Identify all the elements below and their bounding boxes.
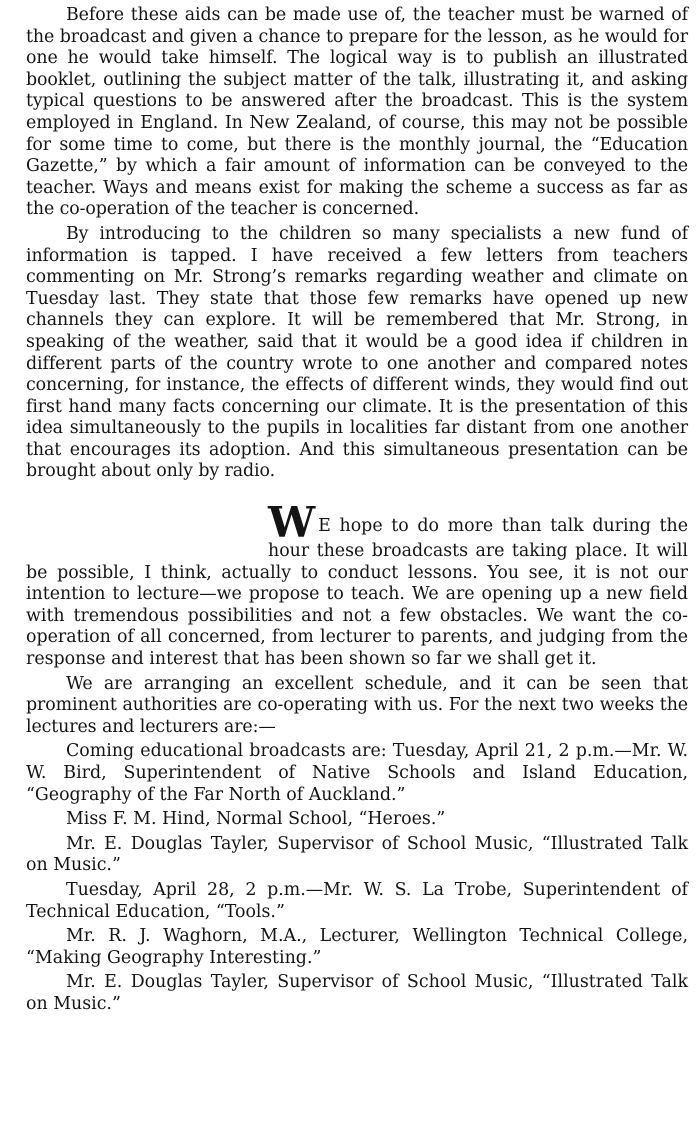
- schedule-item: Coming educational broadcasts are: Tuesday, April 21, 2 p.m.—Mr. W. W. Bird, Superintendent of Native Schools and Island Education, “Geography of the Far North of Auckland.”: [26, 741, 688, 805]
- paragraph-conduct-lessons-text: E hope to do more than talk during the hour these broadcasts are taking place. It will be possible, I think, actually to conduct lessons. You see, it is not our intention to lecture—we propose to teach. We are opening up a new field with tremendous possibilities and not a few obstacles. We want the co-operation of all concerned, from lecturer to parents, and judging from the response and interest that has been shown so far we shall get it.: [26, 516, 688, 670]
- paragraph-schedule-intro: We are arranging an excellent schedule, and it can be seen that prominent authorities are co-operating with us. For the next two weeks the lectures and lecturers are:—: [26, 673, 688, 737]
- paragraph-conduct-lessons: [26, 498, 688, 671]
- paragraph-specialists: By introducing to the children so many specialists a new fund of information is tapped. I have received a few letters from teachers commenting on Mr. Strong’s remarks regarding weather and climate on Tuesday last. They state that those few remarks have opened up new channels they can explore. It will be remembered that Mr. Strong, in speaking of the weather, said that it would be a good idea if children in different parts of the country wrote to one another and compared notes concerning, for instance, the effects of different winds, they would find out first hand many facts concerning our climate. It is the presentation of this idea simultaneously to the pupils in localities far distant from one another that encourages its adoption. And this simultaneous presentation can be brought about only by radio.: [26, 223, 688, 482]
- section-break: [26, 483, 688, 505]
- paragraph-teacher-preparation: Before these aids can be made use of, the teacher must be warned of the broadcast and given a chance to prepare for the lesson, as he would for one he would take himself. The logical way is to publish an illustrated booklet, outlining the subject matter of the talk, illustrating it, and asking typical questions to be answered after the broadcast. This is the system employed in England. In New Zealand, of course, this may not be possible for some time to come, but there is the monthly journal, the “Education Gazette,” by which a fair amount of information can be conveyed to the teacher. Ways and means exist for making the scheme a success as far as the co-operation of the teacher is concerned.: [26, 5, 688, 220]
- schedule-item: Miss F. M. Hind, Normal School, “Heroes.”: [66, 809, 446, 830]
- drop-cap-letter: W: [268, 498, 315, 548]
- schedule-item: Mr. R. J. Waghorn, M.A., Lecturer, Wellington Technical College, “Making Geography Interesting.”: [26, 926, 688, 968]
- schedule-item: Tuesday, April 28, 2 p.m.—Mr. W. S. La Trobe, Superintendent of Technical Education, “Tools.”: [26, 879, 688, 922]
- schedule-item: Mr. E. Douglas Tayler, Supervisor of School Music, “Illustrated Talk on Music.”: [26, 972, 688, 1014]
- schedule-item: Mr. E. Douglas Tayler, Supervisor of School Music, “Illustrated Talk on Music.”: [26, 833, 688, 876]
